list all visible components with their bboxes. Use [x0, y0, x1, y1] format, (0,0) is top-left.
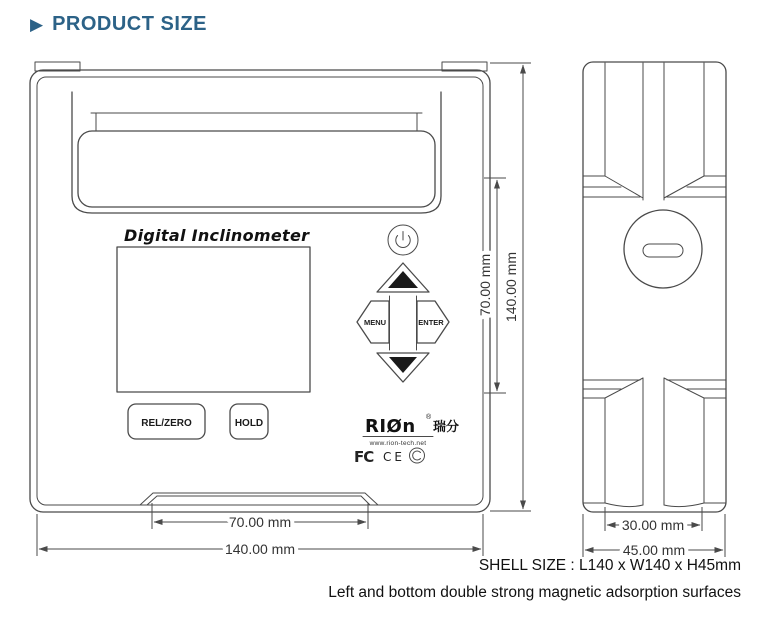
cert-circle-icon: [410, 448, 425, 463]
dim-bottom-inner-label: 70.00 mm: [228, 514, 292, 530]
up-arrow-icon: [388, 271, 418, 288]
side-top-grip: [583, 63, 726, 200]
device-label: Digital Inclinometer: [124, 226, 310, 245]
menu-button-label: MENU: [363, 318, 387, 327]
dim-bottom-outer-label: 140.00 mm: [224, 541, 296, 557]
brand-wordmark: RIØn: [365, 416, 416, 437]
certification-marks: [354, 448, 425, 466]
dim-right-outer: [490, 63, 531, 511]
dim-bottom-inner: [152, 503, 368, 530]
section-arrow-icon: ▶: [30, 15, 44, 34]
brand-website: www.rion-tech.net: [369, 440, 427, 447]
screw-slot: [643, 244, 683, 257]
handle-grip-hole: [78, 131, 435, 207]
registered-mark: ®: [426, 414, 432, 421]
dim-right-inner: [477, 178, 506, 393]
handle-cutout: [72, 92, 441, 213]
dim-side-inner: [605, 507, 702, 533]
nav-cluster: [357, 263, 449, 382]
battery-cover-screw: [624, 210, 702, 288]
fcc-mark: FC: [354, 448, 374, 466]
magnetic-surface-note: Left and bottom double strong magnetic adsorption surfaces: [328, 584, 741, 601]
enter-button-label: ENTER: [418, 318, 444, 327]
hold-button-label: HOLD: [234, 418, 264, 429]
dim-right-outer-label: 140.00 mm: [503, 251, 519, 323]
dim-right-inner-label: 70.00 mm: [477, 253, 493, 317]
ce-mark: CE: [383, 450, 405, 464]
rel-zero-button-label: REL/ZERO: [141, 418, 192, 429]
brand-logo: [363, 413, 459, 447]
shell-size-note: SHELL SIZE : L140 x W140 x H45mm: [478, 557, 741, 574]
power-button: [388, 225, 418, 255]
display-screen: [117, 247, 310, 392]
bottom-magnet-step: [140, 493, 378, 505]
brand-chinese: 瑞分: [433, 420, 460, 435]
side-bottom-grip: [583, 378, 726, 507]
dim-side-inner-label: 30.00 mm: [621, 517, 685, 533]
side-view: [583, 62, 726, 512]
dim-side-outer-label: 45.00 mm: [622, 542, 686, 558]
front-view: [30, 62, 490, 512]
page-title: PRODUCT SIZE: [52, 13, 207, 35]
